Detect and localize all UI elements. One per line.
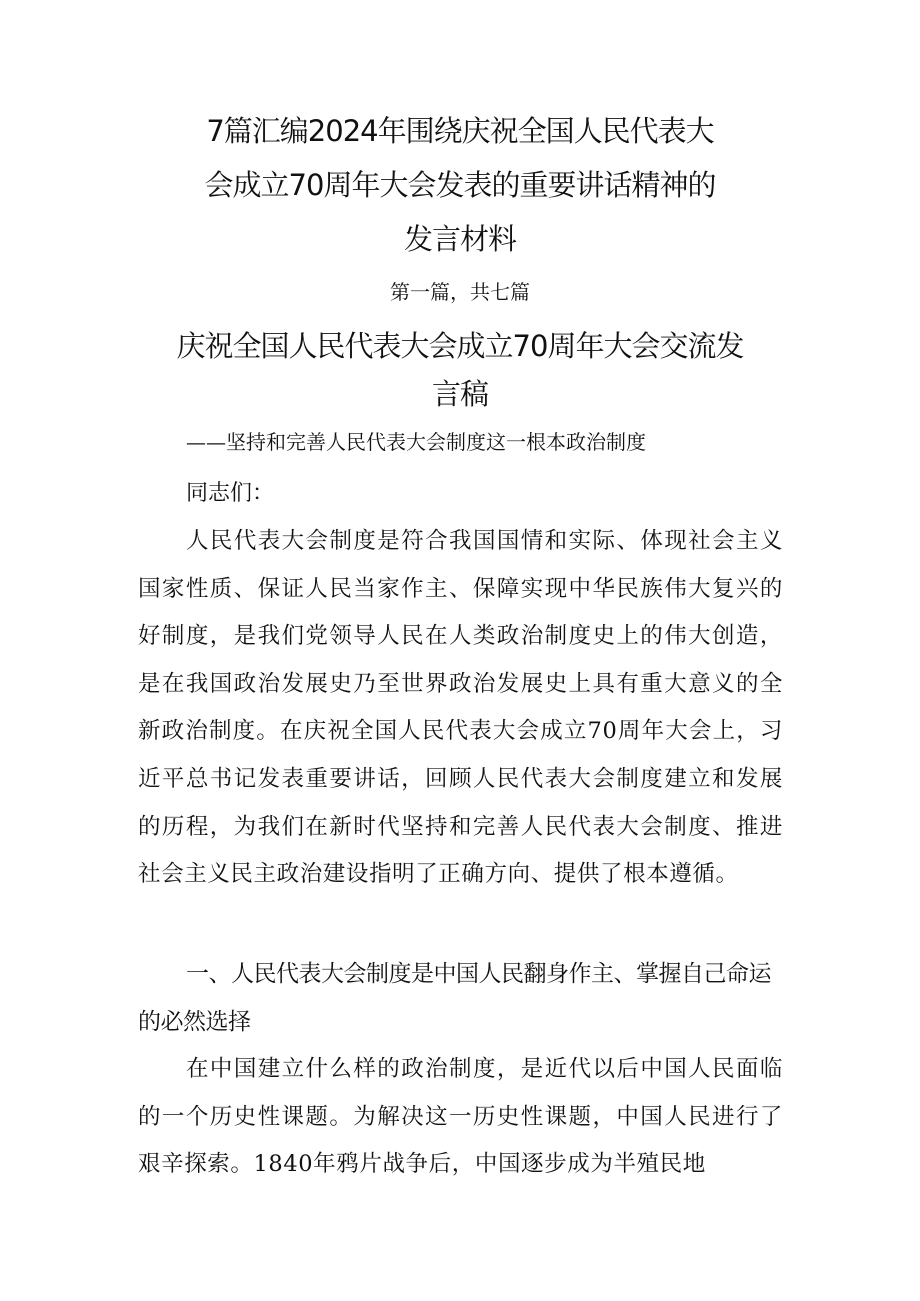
part-label: 第一篇，共七篇 bbox=[390, 280, 530, 304]
article-title-line-1: 庆祝全国人民代表大会成立70周年大会交流发 bbox=[176, 329, 744, 363]
article-title bbox=[0, 322, 920, 418]
document-title-line-2: 会成立70周年大会发表的重要讲话精神的 bbox=[204, 168, 716, 202]
document-title-line-3: 发言材料 bbox=[403, 222, 516, 256]
section-heading-1: 一、人民代表大会制度是中国人民翻身作主、掌握自己命运的必然选择 bbox=[138, 961, 771, 1035]
article-title-line-2: 言稿 bbox=[431, 377, 488, 411]
body-paragraph-2: 在中国建立什么样的政治制度，是近代以后中国人民面临的一个历史性课题。为解决这一历史性课题，中国人民进行了艰辛探索。1840年鸦片战争后，中国逐步成为半殖民地 bbox=[138, 1056, 783, 1178]
document-title bbox=[0, 104, 920, 266]
document-title-line-1: 7篇汇编2024年围绕庆祝全国人民代表大 bbox=[206, 114, 714, 148]
article-subtitle: ——坚持和完善人民代表大会制度这一根本政治制度 bbox=[186, 430, 646, 454]
body-paragraph-1: 人民代表大会制度是符合我国国情和实际、体现社会主义国家性质、保证人民当家作主、保障实现中华民族伟大复兴的好制度，是我们党领导人民在人类政治制度史上的伟大创造，是在我国政治发展史乃至世界政治发展史上具有重大意义的全新政治制度。在庆祝全国人民代表大会成立70周年大会上，习近平总书记发表重要讲话，回顾人民代表大会制度建立和发展的历程，为我们在新时代坚持和完善人民代表大会制度、推进社会主义民主政治建设指明了正确方向、提供了根本遵循。 bbox=[138, 528, 783, 888]
greeting: 同志们： bbox=[186, 481, 275, 506]
